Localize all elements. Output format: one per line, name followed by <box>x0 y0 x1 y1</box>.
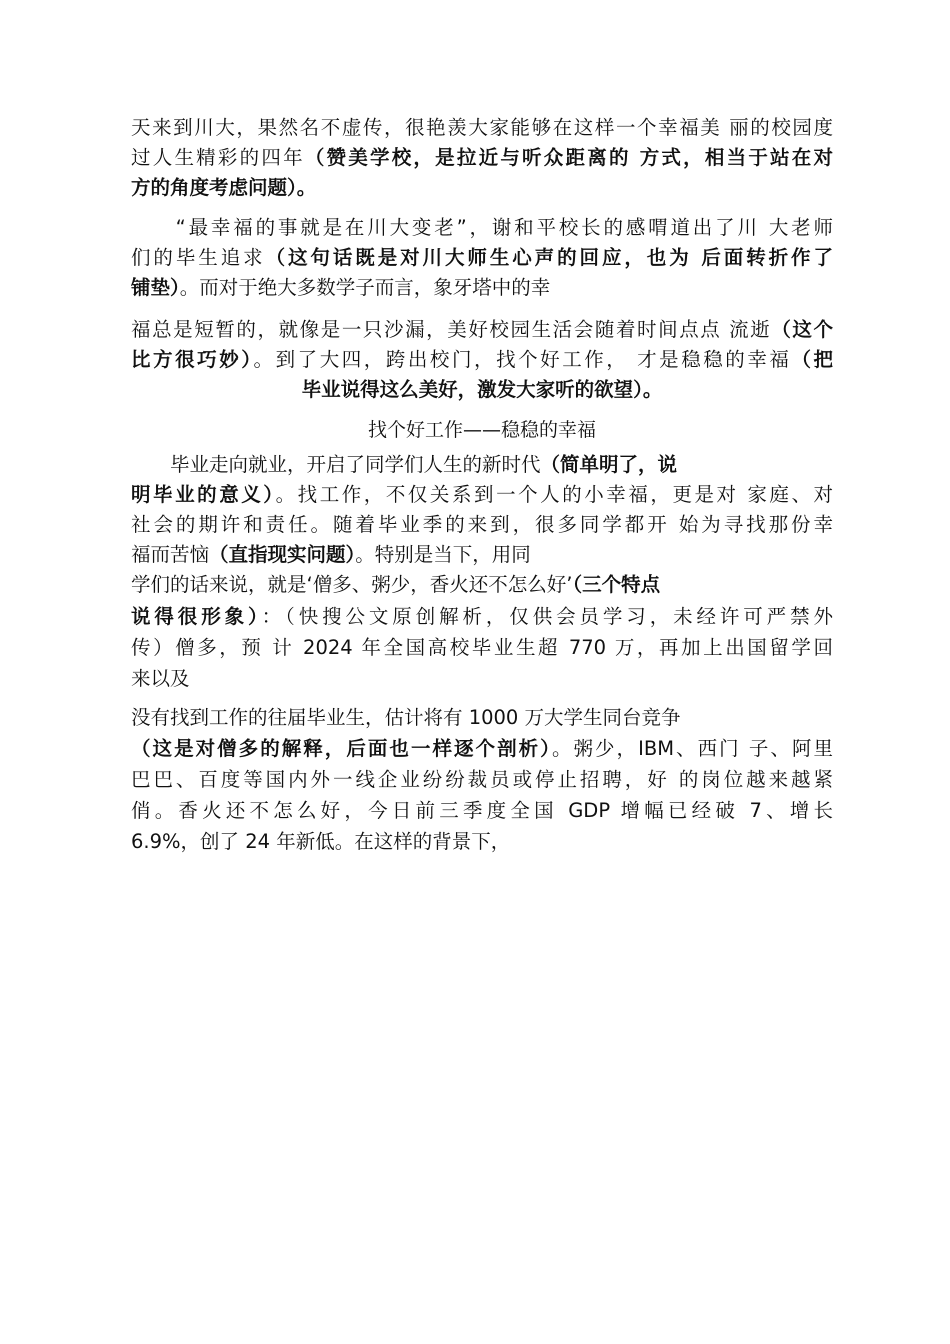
text-line <box>131 143 833 173</box>
annotation-bold: 方的角度考虑问题）。 <box>131 176 317 199</box>
text-run: 过人生精彩的四年 <box>131 146 305 169</box>
text-run: 。而对于绝大多数学子而言，象牙塔中的幸 <box>179 276 551 299</box>
text-line <box>131 375 833 405</box>
text-line <box>131 703 833 733</box>
text-run: 学们的话来说，就是‘僧多、粥少，香火还不怎么好’ <box>131 573 573 596</box>
text-line <box>131 315 833 345</box>
text-run: “最幸福的事就是在川大变老”，谢和平校长的感喟道出了川 大老师 <box>131 216 833 239</box>
annotation-bold: 说得很形象） <box>131 605 262 628</box>
annotation-bold: （三个特点 <box>572 573 661 596</box>
text-run: 社会的期许和责任。随着毕业季的来到，很多同学都开 始为寻找那份幸 <box>131 513 833 536</box>
text-line <box>131 273 833 303</box>
text-line <box>131 734 833 764</box>
text-line <box>131 173 833 203</box>
text-line <box>131 510 833 540</box>
text-run: 们的毕生追求 <box>131 246 266 269</box>
text-line <box>131 113 833 143</box>
text-line <box>131 796 833 826</box>
text-run: 。粥少，IBM、西门 子、阿里 <box>551 737 833 760</box>
text-run: ：（快搜公文原创解析，仅供会员学习，未经许可严禁外 <box>261 605 833 628</box>
text-line <box>131 827 833 857</box>
annotation-bold: 比方很巧妙） <box>131 348 254 371</box>
annotation-bold: （赞美学校，是拉近与听众距离的 方式，相当于站在对 <box>304 146 833 169</box>
text-line <box>131 450 833 480</box>
annotation-bold: （直指现实问题） <box>209 543 356 566</box>
text-line <box>131 765 833 795</box>
text-run: 俏。香火还不怎么好，今日前三季度全国 GDP 增幅已经破 7、增长 <box>131 799 833 822</box>
section-heading: 找个好工作——稳稳的幸福 <box>367 419 596 441</box>
text-line <box>131 345 833 375</box>
text-run: 。找工作，不仅关系到一个人的小幸福，更是对 家庭、对 <box>275 483 833 506</box>
text-run: 福而苦恼 <box>131 543 210 566</box>
text-run: 巴巴、百度等国内外一线企业纷纷裁员或停止招聘，好 的岗位越来越紧 <box>131 768 833 791</box>
text-run: 没有找到工作的往届毕业生，估计将有 1000 万大学生同台竞争 <box>131 706 681 729</box>
text-run: 。到了大四，跨出校门，找个好工作， 才是稳稳的幸福 <box>253 348 792 371</box>
text-run: 6.9%，创了 24 年新低。在这样的背景下， <box>131 830 511 853</box>
text-line <box>131 602 833 632</box>
text-line <box>131 540 833 570</box>
text-line <box>131 243 833 273</box>
text-run: 来以及 <box>131 667 190 690</box>
text-line <box>131 213 833 243</box>
annotation-bold: 毕业说得这么美好，激发大家听的欲望）。 <box>301 378 663 401</box>
text-run: 毕业走向就业，开启了同学们人生的新时代 <box>131 453 541 476</box>
text-line <box>131 570 833 600</box>
text-run: 福总是短暂的，就像是一只沙漏，美好校园生活会随着时间点点 流逝 <box>131 318 772 341</box>
annotation-bold: （简单明了，说 <box>540 453 678 476</box>
text-run: 。特别是当下，用同 <box>355 543 531 566</box>
text-line <box>131 664 833 694</box>
annotation-bold: 铺垫） <box>131 276 180 299</box>
text-line <box>131 480 833 510</box>
annotation-bold: （这个 <box>771 318 833 341</box>
annotation-bold: （这是对僧多的解释，后面也一样逐个剖析） <box>131 737 552 760</box>
text-run: 天来到川大，果然名不虚传，很艳羡大家能够在这样一个幸福美 丽的校园度 <box>131 116 833 139</box>
annotation-bold: （把 <box>791 348 833 371</box>
annotation-bold: 明毕业的意义） <box>131 483 276 506</box>
text-line <box>131 633 833 663</box>
text-run: 传）僧多，预 计 2024 年全国高校毕业生超 770 万，再加上出国留学回 <box>131 636 833 659</box>
annotation-bold: （这句话既是对川大师生心声的回应，也为 后面转折作了 <box>265 246 833 269</box>
